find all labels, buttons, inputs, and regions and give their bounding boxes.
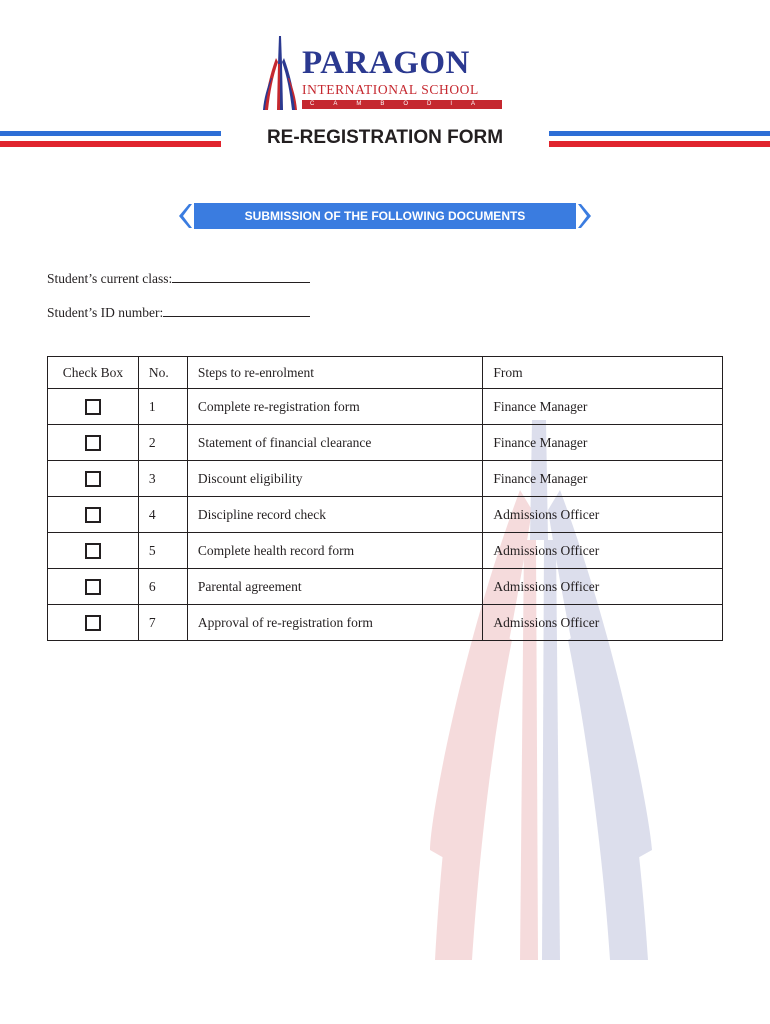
step-from: Admissions Officer [483,605,723,641]
current-class-label: Student’s current class: [47,271,173,286]
column-header: No. [138,357,187,389]
header-stripe-right [549,131,770,149]
id-number-field [47,303,310,321]
step-name: Discipline record check [187,497,483,533]
step-name: Statement of financial clearance [187,425,483,461]
table-row [48,389,723,425]
chevron-left-icon [176,203,194,229]
step-from: Finance Manager [483,425,723,461]
logo-country: CAMBODIA [302,100,502,109]
table-row [48,425,723,461]
step-name: Parental agreement [187,569,483,605]
step-number: 6 [138,569,187,605]
school-logo [260,34,510,114]
logo-subtitle: INTERNATIONAL SCHOOL [302,82,479,97]
table-row [48,569,723,605]
id-number-input-line[interactable] [163,303,310,317]
step-from: Finance Manager [483,461,723,497]
checkbox[interactable] [85,471,101,487]
section-banner [176,203,594,229]
step-from: Admissions Officer [483,533,723,569]
form-title: RE-REGISTRATION FORM [266,127,504,148]
step-number: 2 [138,425,187,461]
spire-logo-icon [260,34,302,114]
step-number: 3 [138,461,187,497]
re-enrolment-steps-table [47,356,723,641]
table-row [48,533,723,569]
step-name: Discount eligibility [187,461,483,497]
checkbox[interactable] [85,399,101,415]
logo-brand-name: PARAGON [302,45,470,81]
step-from: Admissions Officer [483,497,723,533]
id-number-label: Student’s ID number: [47,305,164,320]
step-number: 5 [138,533,187,569]
section-banner-text: SUBMISSION OF THE FOLLOWING DOCUMENTS [244,209,526,223]
column-header: Steps to re-enrolment [187,357,483,389]
checkbox[interactable] [85,507,101,523]
step-number: 4 [138,497,187,533]
table-row [48,461,723,497]
step-name: Complete re-registration form [187,389,483,425]
step-name: Complete health record form [187,533,483,569]
table-header-row [48,357,723,389]
current-class-field [47,269,310,287]
column-header: From [483,357,723,389]
checkbox[interactable] [85,435,101,451]
table-row [48,605,723,641]
step-number: 7 [138,605,187,641]
checkbox[interactable] [85,543,101,559]
step-number: 1 [138,389,187,425]
chevron-right-icon [576,203,594,229]
column-header: Check Box [48,357,139,389]
step-from: Admissions Officer [483,569,723,605]
step-name: Approval of re-registration form [187,605,483,641]
checkbox[interactable] [85,615,101,631]
checkbox[interactable] [85,579,101,595]
table-row [48,497,723,533]
step-from: Finance Manager [483,389,723,425]
current-class-input-line[interactable] [172,269,310,283]
header-stripe-left [0,131,221,149]
